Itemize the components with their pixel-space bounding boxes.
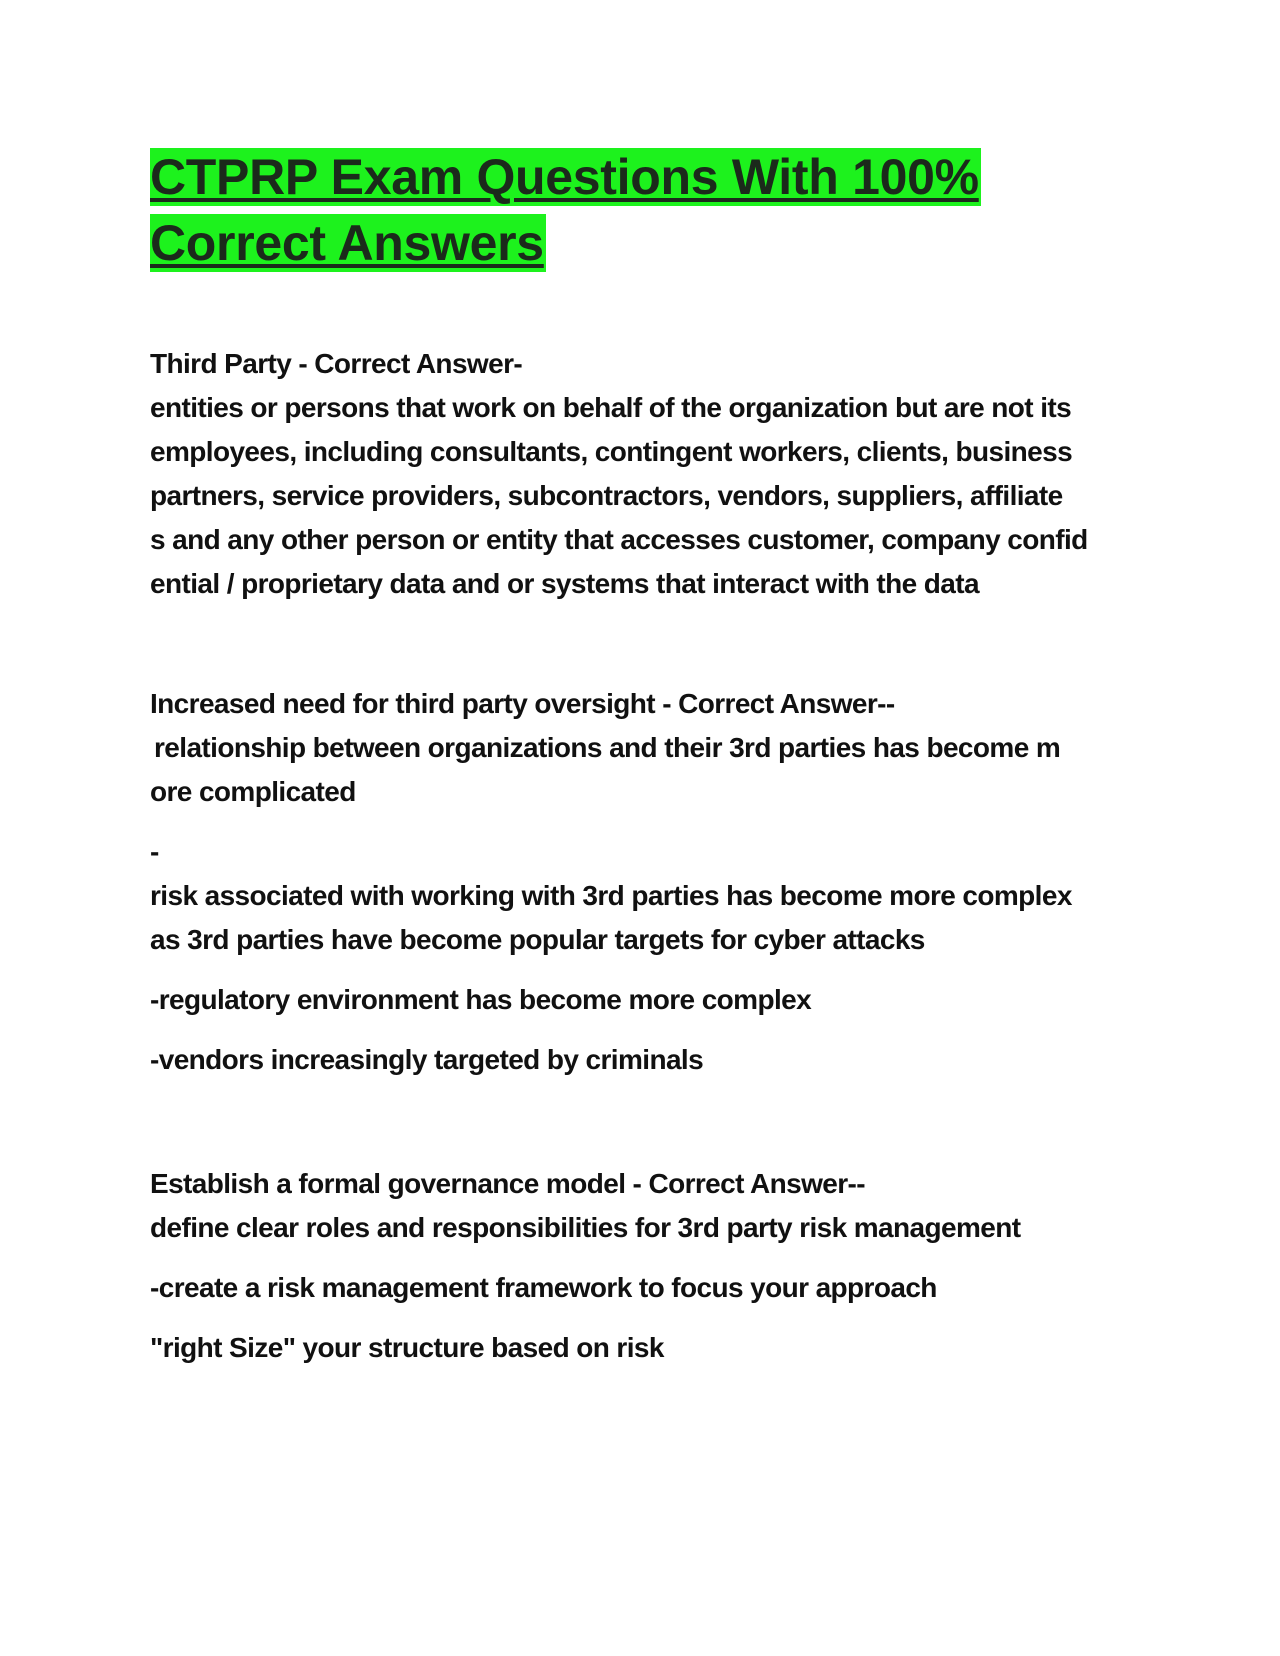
title-line-2: Correct Answers (150, 215, 544, 271)
answer-line: relationship between organizations and their 3rd parties has become m (154, 732, 1061, 763)
qa-item-governance (150, 1162, 1130, 1370)
title-line-1: CTPRP Exam Questions With 100% (150, 149, 979, 205)
answer-bullet: "right Size" your structure based on risk (150, 1332, 664, 1363)
answer-bullet: -regulatory environment has become more complex (150, 984, 812, 1015)
question-line: Third Party - Correct Answer- (150, 348, 523, 379)
answer-dash: - (150, 836, 159, 867)
answer-line: ential / proprietary data and or systems that interact with the data (150, 568, 979, 599)
document-title (150, 148, 1150, 272)
answer-line: s and any other person or entity that accesses customer, company confid (150, 524, 1088, 555)
answer-line: entities or persons that work on behalf of the organization but are not its (150, 392, 1072, 423)
answer-line: define clear roles and responsibilities for 3rd party risk management (150, 1212, 1021, 1243)
answer-line: risk associated with working with 3rd parties has become more complex (150, 880, 1072, 911)
qa-item-oversight (150, 682, 1130, 1082)
question-line: Establish a formal governance model - Correct Answer-- (150, 1168, 865, 1199)
answer-bullet: -vendors increasingly targeted by criminals (150, 1044, 704, 1075)
answer-bullet: -create a risk management framework to focus your approach (150, 1272, 937, 1303)
answer-line: as 3rd parties have become popular targets for cyber attacks (150, 924, 925, 955)
answer-line: ore complicated (150, 776, 356, 807)
question-line: Increased need for third party oversight - Correct Answer-- (150, 688, 895, 719)
answer-line: employees, including consultants, contingent workers, clients, business (150, 436, 1073, 467)
qa-item-third-party (150, 342, 1130, 606)
answer-line: partners, service providers, subcontractors, vendors, suppliers, affiliate (150, 480, 1063, 511)
